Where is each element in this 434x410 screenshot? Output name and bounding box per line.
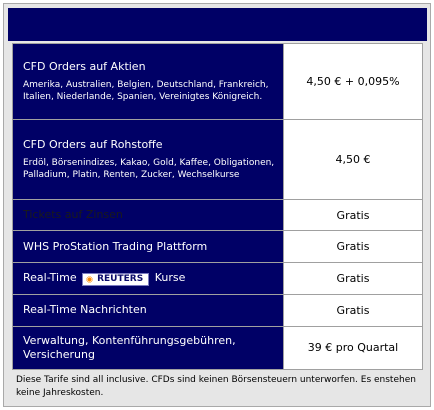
row-price: Gratis — [284, 294, 423, 326]
row-description: Amerika, Australien, Belgien, Deutschland, Frankreich, Italien, Niederlande, Spanien, Vereinigtes Königreich. — [23, 80, 269, 103]
table-row — [13, 120, 423, 200]
table-row — [13, 326, 423, 369]
table-row — [13, 200, 423, 231]
row-title: CFD Orders auf Rohstoffe — [23, 138, 163, 152]
row-title-suffix: Kurse — [154, 270, 186, 284]
table-row — [13, 231, 423, 263]
reuters-logo-icon: REUTERS — [82, 273, 149, 286]
row-label — [13, 44, 284, 120]
panel-header-bar — [8, 8, 427, 41]
row-label — [13, 120, 284, 200]
row-title: Real-Time Nachrichten — [23, 303, 147, 317]
pricing-table — [12, 43, 423, 370]
row-label — [13, 326, 284, 369]
row-label — [13, 200, 284, 231]
pricing-panel — [3, 3, 431, 407]
row-label — [13, 263, 284, 295]
row-price: Gratis — [284, 263, 423, 295]
row-label — [13, 231, 284, 263]
table-row — [13, 294, 423, 326]
row-description: Erdöl, Börsenindizes, Kakao, Gold, Kaffee, Obligationen, Palladium, Platin, Renten, Zucker, Wechselkurse — [23, 158, 275, 181]
row-price: Gratis — [284, 200, 423, 231]
table-row — [13, 263, 423, 295]
row-price: 4,50 € — [284, 120, 423, 200]
row-price: 39 € pro Quartal — [284, 326, 423, 369]
row-title: CFD Orders auf Aktien — [23, 60, 146, 74]
row-title: Verwaltung, Kontenführungsgebühren, Versicherung — [23, 333, 236, 361]
table-row — [13, 44, 423, 120]
row-label — [13, 294, 284, 326]
footer-note: Diese Tarife sind all inclusive. CFDs sind keinen Börsensteuern unterworfen. Es enstehen keine Jahreskosten. — [16, 375, 416, 398]
row-title-prefix: Real-Time — [23, 270, 77, 284]
row-title: WHS ProStation Trading Plattform — [23, 239, 208, 253]
row-title: Tickets auf Zinsen — [23, 208, 123, 222]
row-price: Gratis — [284, 231, 423, 263]
row-price: 4,50 € + 0,095% — [284, 44, 423, 120]
